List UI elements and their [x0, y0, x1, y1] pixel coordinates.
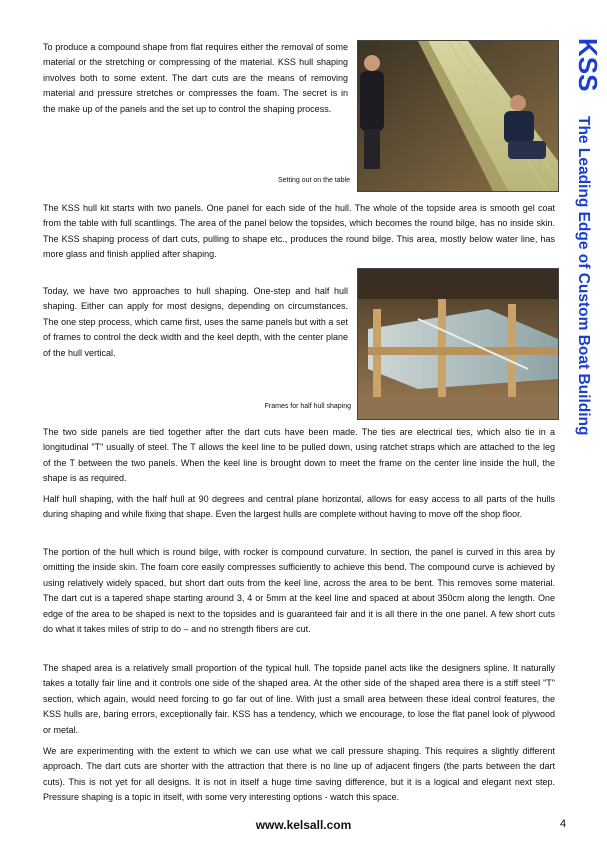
- photo-caption-setting-out: Setting out on the table: [278, 177, 350, 184]
- brand-logo-text: KSS: [573, 38, 603, 92]
- photo-setting-out-image: [358, 41, 558, 191]
- page-number: 4: [560, 818, 567, 830]
- photo-half-hull-frames: [357, 268, 559, 420]
- paragraph-hull-kit: The KSS hull kit starts with two panels. One panel for each side of the hull. The whole of the topside area is smooth gel coat from the table with full scantlings. The area of the panel below the topsides, which becomes the round bilge, has no inside skin. The KSS shaping process of dart cuts, pulling to shape etc., produces the round bilge. This area, mostly below water line, has more glass and finish applied after shaping.: [43, 203, 555, 260]
- paragraph-approaches: Today, we have two approaches to hull shaping. One-step and half hull shaping. Either can apply for most designs, depending on circumstances. The one step process, which came first, uses the same panels but with a set of frames to control the deck width and the keel depth, with the center plane of the hull vertical.: [43, 286, 348, 358]
- paragraph-pressure-shaping: We are experimenting with the extent to which we can use what we call pressure shaping. This requires a slightly different approach. The dart cuts are shorter with the attraction that there is no line up of adjacent fingers (the parts between the dart cuts). This is not yet for all designs. It is not in itself a huge time saving difference, but it is a logical and elegant next step. Pressure shaping is a topic in itself, with some very interesting options - watch this space.: [43, 746, 555, 803]
- sidebar-title: [572, 38, 602, 498]
- paragraph-shaped-area: The shaped area is a relatively small proportion of the typical hull. The topside panel acts like the designers spline. It naturally takes a totally fair line and it controls one side of the shaped area. At the other side of the shaped area there is a stiff steel "T" section, which again, would need forcing to go far out of line. With just a small area between these ideal control features, the KSS hulls are, baring errors, exceptionally fair. KSS has a tendency, which we encourage, to lose the flat panel look of plywood or metal.: [43, 663, 555, 735]
- tagline: The Leading Edge of Custom Boat Building: [575, 116, 592, 436]
- photo-setting-out: [357, 40, 559, 192]
- photo-caption-half-hull: Frames for half hull shaping: [264, 403, 351, 410]
- footer-website-link[interactable]: www.kelsall.com: [255, 818, 352, 832]
- paragraph-intro: To produce a compound shape from flat requires either the removal of some material or the stretching or compressing of the material. KSS hull shaping involves both to some extent. The dart cuts are the means of removing material and pressure stretches or compresses the foam. The secret is in the make up of the panels and the set up to control the shaping process.: [43, 42, 348, 114]
- photo-half-hull-frames-image: [358, 269, 558, 419]
- paragraph-half-hull: Half hull shaping, with the half hull at 90 degrees and central plane horizontal, allows for easy access to all parts of the hulls during shaping and while fixing that shape. Even the largest hulls are complete without having to move off the shop floor.: [43, 494, 555, 520]
- paragraph-side-panels: The two side panels are tied together after the dart cuts have been made. The ties are electrical ties, which also tie in a longitudinal "T" usually of steel. The T allows the keel line to be pulled down, using ratchet straps which are attached to the leg of the T between the two panels. When the keel line is brought down to meet the frame on the center line inside the hull, the shape is as required.: [43, 427, 555, 484]
- paragraph-round-bilge: The portion of the hull which is round bilge, with rocker is compound curvature. In section, the panel is curved in this area by omitting the inside skin. The foam core easily compresses sufficiently to achieve this bend. The compound curve is achieved by using relatively widely spaced, but short dart outs from the keel line, across the area to be bent. This removes some material. The dart cut is a tapered shape starting around 3, 4 or 5mm at the keel line and spaced at about 350cm along the length. One edge of the area to be shaped is next to the topsides and is guaranteed fair and it is all there in the one panel. A few short cuts do what it takes miles of strip to do – and no strength fibers are cut.: [43, 547, 555, 635]
